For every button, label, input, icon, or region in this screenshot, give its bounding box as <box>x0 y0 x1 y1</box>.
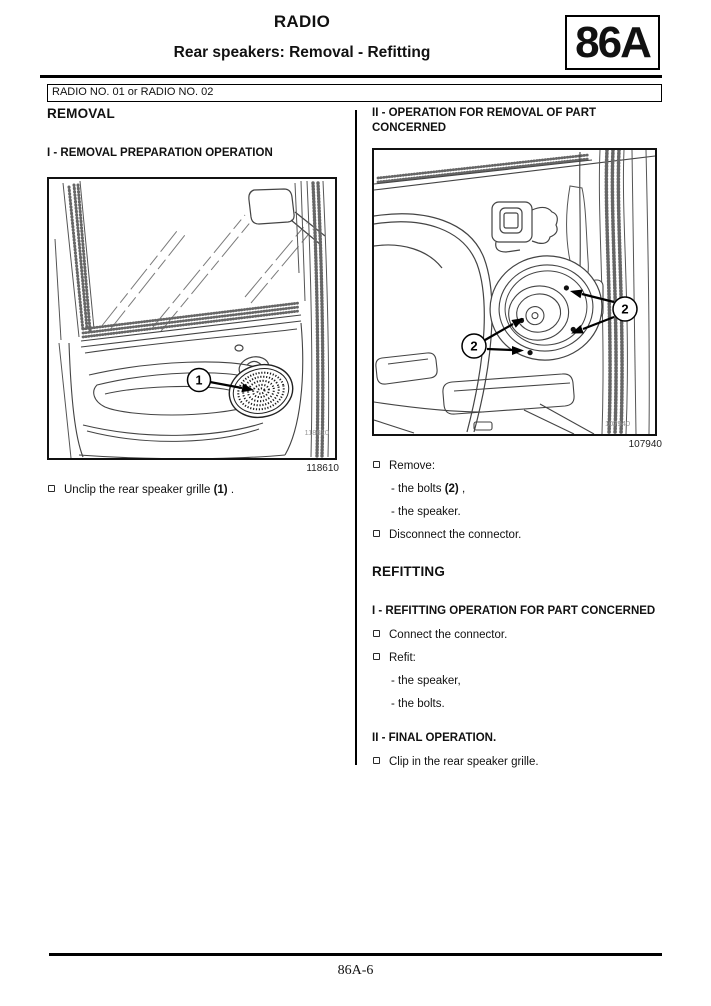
checkbox-bullet-icon <box>373 530 380 537</box>
step-text: Refit: <box>389 652 416 664</box>
checkbox-bullet-icon <box>48 485 55 492</box>
step-text: Connect the connector. <box>389 629 508 641</box>
callout-1-label: 1 <box>195 373 203 388</box>
footer-divider <box>49 953 662 956</box>
figure1-watermark: 118610 <box>304 428 329 437</box>
checkbox-bullet-icon <box>373 653 380 660</box>
right-column <box>372 106 662 769</box>
page-header <box>40 12 564 62</box>
checkbox-bullet-icon <box>373 630 380 637</box>
applicability-note: RADIO NO. 01 or RADIO NO. 02 <box>47 84 662 102</box>
refitting-heading: REFITTING <box>372 564 446 579</box>
step-clip-grille <box>372 755 662 769</box>
figure2-watermark: 107940 <box>604 419 630 428</box>
substep-speaker: - the speaker. <box>391 506 461 518</box>
speaker-grille-sketch <box>224 358 299 424</box>
removal-prep-subheading: I - REMOVAL PREPARATION OPERATION <box>47 147 273 159</box>
figure2-number: 107940 <box>628 439 662 450</box>
page-number: 86A-6 <box>337 963 374 978</box>
column-divider <box>355 110 357 765</box>
step-disconnect <box>372 528 662 542</box>
door-inner-illustration <box>374 150 655 434</box>
figure-door-trim-panel <box>47 177 337 460</box>
section-code-badge: 86A <box>565 15 660 70</box>
step-text: Clip in the rear speaker grille. <box>389 756 539 768</box>
step-connect <box>372 628 662 642</box>
latch-mechanism-sketch <box>492 202 557 252</box>
callout-2-right-label: 2 <box>621 301 629 317</box>
step-unclip-grille <box>47 483 339 497</box>
removal-part-subheading: II - OPERATION FOR REMOVAL OF PART CONCERNED <box>372 107 597 134</box>
step-text: Unclip the rear speaker grille (1) . <box>64 484 235 496</box>
substep-refit-speaker: - the speaker, <box>391 675 461 687</box>
step-text: Disconnect the connector. <box>389 529 522 541</box>
door-trim-illustration <box>49 179 335 458</box>
page-title: RADIO <box>273 12 331 31</box>
final-operation-subheading: II - FINAL OPERATION. <box>372 732 497 744</box>
checkbox-bullet-icon <box>373 461 380 468</box>
step-refit <box>372 651 662 665</box>
substep-refit-bolts: - the bolts. <box>391 698 445 710</box>
substep-bolts: - the bolts (2) , <box>391 483 466 495</box>
page-subtitle: Rear speakers: Removal - Refitting <box>173 44 431 61</box>
figure-door-inner <box>372 148 657 436</box>
header-divider <box>40 75 662 78</box>
checkbox-bullet-icon <box>373 757 380 764</box>
step-remove <box>372 459 662 473</box>
step-text: Remove: <box>389 460 436 472</box>
callout-2-left-label: 2 <box>470 338 478 354</box>
removal-heading: REMOVAL <box>47 106 115 121</box>
figure1-number: 118610 <box>306 463 339 474</box>
refitting-part-subheading: I - REFITTING OPERATION FOR PART CONCERNED <box>372 605 656 617</box>
left-column <box>47 106 339 497</box>
